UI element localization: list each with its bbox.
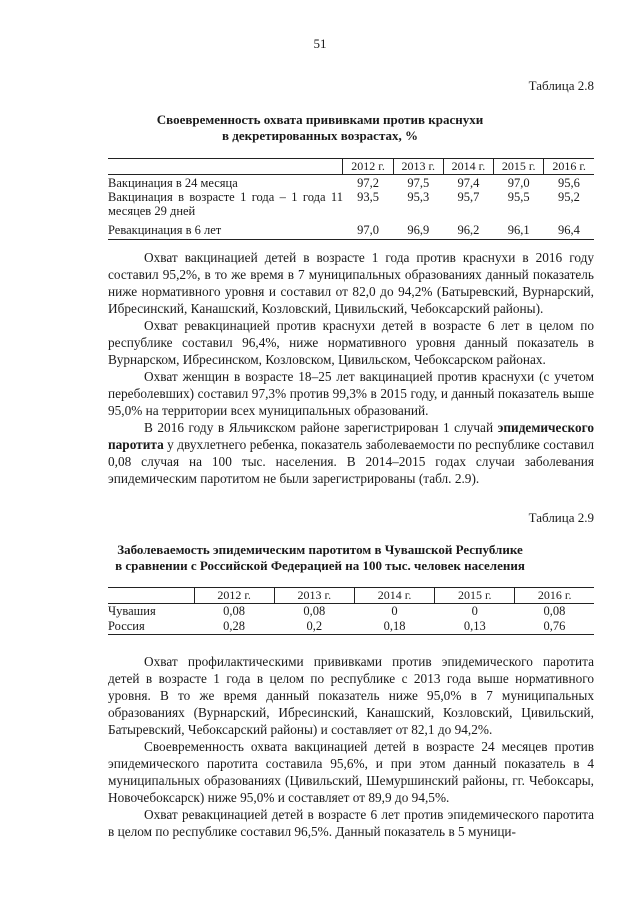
cell-value: 0: [391, 604, 398, 618]
text-run: В 2016 году в Яльчикском районе зарегистрирован 1 случай: [144, 420, 498, 435]
table-header-year: 2015 г.: [494, 159, 544, 175]
table-row: [108, 619, 594, 635]
cell-value: 95,3: [407, 190, 430, 204]
table-header-year: 2013 г.: [393, 159, 443, 175]
cell-value: 96,9: [407, 223, 430, 237]
table-header-year: 2012 г.: [343, 159, 393, 175]
table-header-year: 2015 г.: [435, 588, 515, 604]
cell-value: 95,2: [557, 190, 580, 204]
cell-value: 0,18: [383, 619, 406, 633]
table-header-year: 2014 г.: [354, 588, 434, 604]
table-2-9-title-line2: в сравнении с Российской Федерацией на 100 тыс. человек населения: [115, 558, 525, 573]
table-2-9-label: Таблица 2.9: [528, 510, 594, 525]
cell-value: 0,76: [543, 619, 566, 633]
table-header-year: 2014 г.: [443, 159, 493, 175]
table-2-8: [108, 158, 594, 240]
cell-value: 97,0: [507, 176, 530, 190]
paragraph-mumps: [108, 419, 594, 487]
paragraph: Охват женщин в возрасте 18–25 лет вакцинацией против краснухи (с учетом переболевших) составил 97,3% против 99,3% в 2015 году, и данный показатель выше 95,0% на территории всех муниципальных образований.: [108, 369, 594, 418]
table-2-9-title-line1: Заболеваемость эпидемическим паротитом в Чувашской Республике: [117, 542, 523, 557]
cell-value: 0,2: [306, 619, 323, 633]
table-row: [108, 175, 594, 191]
row-label: Россия: [108, 619, 145, 633]
table-header-year: 2012 г.: [194, 588, 274, 604]
table-2-9: [108, 587, 594, 635]
paragraph: Охват ревакцинацией против краснухи детей в возрасте 6 лет в целом по республике составил 96,4%, ниже нормативного уровня данный показатель в Вурнарском, Ибресинском, Козловском, Цивильском, Чебоксарском районах.: [108, 318, 594, 367]
row-label: Ревакцинация в 6 лет: [108, 223, 222, 237]
table-2-8-title-line2: в декретированных возрастах, %: [222, 128, 418, 143]
cell-value: 0: [471, 604, 478, 618]
bold-term: эпидемического паротита: [108, 420, 594, 452]
table-header-year: 2016 г.: [515, 588, 594, 604]
table-2-9-title: [60, 542, 580, 574]
table-2-8-title-line1: Своевременность охвата прививками против краснухи: [156, 112, 484, 127]
table-2-8-label: Таблица 2.8: [528, 78, 594, 93]
page-number: 51: [313, 36, 327, 51]
cell-value: 0,08: [303, 604, 326, 618]
paragraph: Охват вакцинацией детей в возрасте 1 года против краснухи в 2016 году составил 95,2%, в то же время в 7 муниципальных образованиях данный показатель ниже нормативного уровня и составил от 82,0 до 94,2% (Батыревский, Вурнарский, Ибресинский, Канашский, Козловский, Цивильский, Чебоксарский районы).: [108, 250, 594, 316]
table-2-8-title: [60, 112, 580, 144]
table-row: [108, 218, 594, 240]
cell-value: 95,6: [557, 176, 580, 190]
row-label: Чувашия: [108, 604, 156, 618]
table-header-row: [108, 159, 594, 175]
row-label: Вакцинация в возрасте 1 года – 1 года 11 месяцев 29 дней: [108, 190, 343, 218]
table-header-row: [108, 588, 594, 604]
body-text-section-a: [108, 249, 594, 487]
table-header-year: 2013 г.: [274, 588, 354, 604]
cell-value: 0,28: [223, 619, 246, 633]
table-header-empty: [108, 588, 194, 604]
cell-value: 96,4: [557, 223, 580, 237]
cell-value: 93,5: [357, 190, 379, 204]
cell-value: 97,2: [357, 176, 379, 190]
cell-value: 97,5: [407, 176, 430, 190]
cell-value: 0,08: [543, 604, 566, 618]
cell-value: 97,0: [357, 223, 379, 237]
cell-value: 95,7: [457, 190, 480, 204]
table-row: [108, 604, 594, 620]
cell-value: 96,1: [507, 223, 530, 237]
body-text-section-b: [108, 653, 594, 840]
cell-value: 96,2: [457, 223, 480, 237]
cell-value: 95,5: [507, 190, 530, 204]
cell-value: 97,4: [457, 176, 480, 190]
table-header-empty: [108, 159, 343, 175]
row-label: Вакцинация в 24 месяца: [108, 176, 238, 190]
table-header-year: 2016 г.: [544, 159, 594, 175]
table-row: [108, 190, 594, 218]
cell-value: 0,08: [223, 604, 246, 618]
cell-value: 0,13: [463, 619, 486, 633]
paragraph: Охват ревакцинацией детей в возрасте 6 лет против эпидемического паротита в целом по республике составил 96,5%. Данный показатель в 5 муници-: [108, 807, 594, 839]
paragraph: Охват профилактическими прививками против эпидемического паротита детей в возрасте 1 года в целом по республике с 2013 года выше нормативного уровня. В то же время данный показатель ниже 95,0% в 7 муниципальных образованиях (Вурнарский, Ибресинский, Канашский, Козловский, Цивильский, Батыревский, Чебоксарский районы) и составляет от 82,1 до 94,2%.: [108, 654, 594, 737]
paragraph: Своевременность охвата вакцинацией детей в возрасте 24 месяцев против эпидемического паротита составила 95,6%, и при этом данный показатель в 4 муниципальных образованиях (Цивильский, Шемуршинский районы, гг. Чебоксары, Новочебоксарск) ниже 95,0% и составляет от 89,9 до 94,5%.: [108, 739, 594, 805]
text-run: у двухлетнего ребенка, показатель заболеваемости по республике составил 0,08 случая на 100 тыс. населения. В 2014–2015 годах случаи заболевания эпидемическим паротитом не были зарегистрированы (табл. 2.9).: [108, 437, 594, 486]
